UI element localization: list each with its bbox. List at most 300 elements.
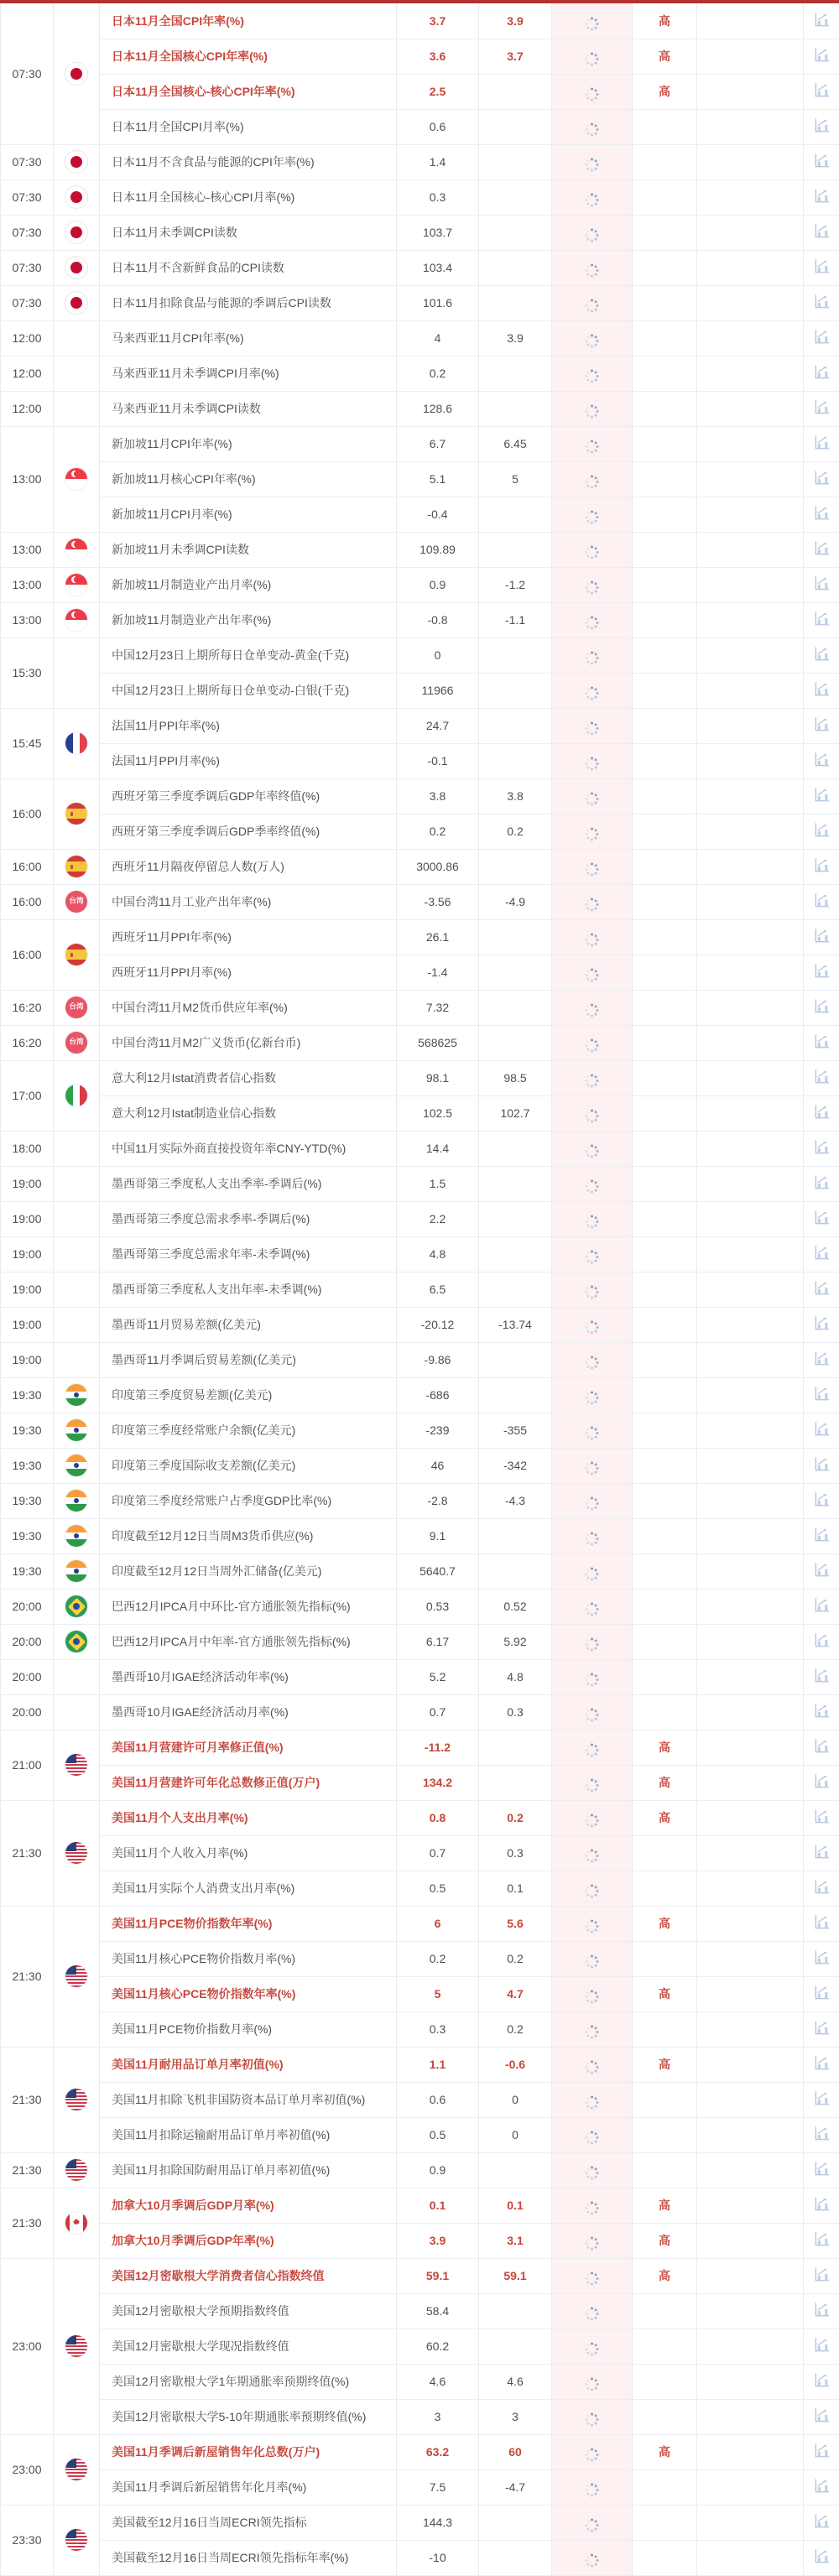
reminder-icon[interactable] bbox=[591, 690, 593, 695]
chart-icon[interactable] bbox=[813, 1385, 831, 1402]
reminder-icon[interactable] bbox=[591, 1923, 593, 1928]
chart-icon[interactable] bbox=[813, 1314, 831, 1332]
reminder-icon[interactable] bbox=[591, 444, 593, 448]
chart-icon[interactable] bbox=[813, 293, 831, 310]
spacer-cell bbox=[697, 2540, 804, 2575]
chart-icon[interactable] bbox=[813, 1843, 831, 1860]
reminder-icon[interactable] bbox=[591, 937, 593, 941]
chart-icon[interactable] bbox=[813, 1984, 831, 2001]
forecast-value: 6.45 bbox=[479, 426, 552, 461]
flag-cell bbox=[54, 1060, 100, 1131]
reminder-icon[interactable] bbox=[591, 197, 593, 201]
chart-cell bbox=[804, 708, 839, 743]
reminder-spinner-icon bbox=[591, 516, 593, 518]
reminder-icon[interactable] bbox=[591, 2346, 593, 2350]
reminder-spinner-icon bbox=[591, 2489, 593, 2491]
india-flag-icon bbox=[65, 1560, 87, 1582]
flag-cell bbox=[54, 1730, 100, 1800]
reminder-icon[interactable] bbox=[591, 761, 593, 765]
forecast-value bbox=[479, 2540, 552, 2575]
actual-value: 59.1 bbox=[397, 2258, 479, 2293]
japan-flag-icon bbox=[65, 221, 87, 243]
reminder-cell bbox=[552, 2329, 633, 2364]
indicator-name: 中国11月实际外商直接投资年率CNY-YTD(%) bbox=[100, 1131, 397, 1166]
reminder-icon[interactable] bbox=[591, 1324, 593, 1329]
table-row bbox=[1, 1518, 839, 1553]
chart-icon[interactable] bbox=[813, 469, 831, 487]
actual-value: 63.2 bbox=[397, 2434, 479, 2469]
reminder-icon[interactable] bbox=[591, 409, 593, 413]
chart-icon[interactable] bbox=[813, 2512, 831, 2530]
indicator-name: 新加坡11月CPI年率(%) bbox=[100, 426, 397, 461]
reminder-icon[interactable] bbox=[591, 232, 593, 237]
reminder-icon[interactable] bbox=[591, 2240, 593, 2245]
actual-value: 14.4 bbox=[397, 1131, 479, 1166]
reminder-icon[interactable] bbox=[591, 21, 593, 25]
forecast-value bbox=[479, 1765, 552, 1800]
chart-icon[interactable] bbox=[813, 1209, 831, 1226]
chart-icon[interactable] bbox=[813, 1455, 831, 1473]
chart-icon[interactable] bbox=[813, 1561, 831, 1579]
chart-icon[interactable] bbox=[813, 1913, 831, 1931]
calendar-table-body bbox=[1, 3, 839, 2575]
indicator-name: 美国11月耐用品订单月率初值(%) bbox=[100, 2047, 397, 2082]
forecast-value bbox=[479, 532, 552, 567]
reminder-cell bbox=[552, 1871, 633, 1906]
chart-icon[interactable] bbox=[813, 187, 831, 205]
reminder-spinner-icon bbox=[591, 1361, 593, 1364]
chart-icon[interactable] bbox=[813, 821, 831, 839]
actual-value: 3.6 bbox=[397, 39, 479, 74]
reminder-icon[interactable] bbox=[591, 1007, 593, 1012]
chart-icon[interactable] bbox=[813, 856, 831, 874]
forecast-value: 3.9 bbox=[479, 3, 552, 39]
table-row bbox=[1, 602, 839, 637]
importance-badge bbox=[633, 180, 697, 215]
reminder-icon[interactable] bbox=[591, 1536, 593, 1540]
importance-badge bbox=[633, 1060, 697, 1095]
importance-badge bbox=[633, 320, 697, 356]
chart-icon[interactable] bbox=[813, 152, 831, 169]
spacer-cell bbox=[697, 74, 804, 109]
time-cell: 15:30 bbox=[1, 637, 54, 708]
reminder-icon[interactable] bbox=[591, 127, 593, 131]
chart-icon[interactable] bbox=[813, 1526, 831, 1543]
chart-icon[interactable] bbox=[813, 1420, 831, 1438]
reminder-icon[interactable] bbox=[591, 268, 593, 272]
chart-icon[interactable] bbox=[813, 504, 831, 522]
chart-icon[interactable] bbox=[813, 117, 831, 134]
indicator-name: 美国11月扣除国防耐用品订单月率初值(%) bbox=[100, 2152, 397, 2188]
chart-icon[interactable] bbox=[813, 46, 831, 64]
reminder-icon[interactable] bbox=[591, 726, 593, 730]
reminder-cell bbox=[552, 2469, 633, 2505]
chart-icon[interactable] bbox=[813, 2195, 831, 2213]
actual-value: 0.3 bbox=[397, 2011, 479, 2047]
reminder-icon[interactable] bbox=[591, 1078, 593, 1082]
indicator-name: 马来西亚11月未季调CPI读数 bbox=[100, 391, 397, 426]
actual-value: 9.1 bbox=[397, 1518, 479, 1553]
time-cell: 23:00 bbox=[1, 2434, 54, 2505]
reminder-icon[interactable] bbox=[591, 1853, 593, 1857]
reminder-spinner-icon bbox=[591, 410, 593, 413]
chart-icon[interactable] bbox=[813, 363, 831, 381]
spacer-cell bbox=[697, 1624, 804, 1659]
table-row bbox=[1, 778, 839, 814]
reminder-spinner-icon bbox=[591, 586, 593, 589]
chart-icon[interactable] bbox=[813, 1350, 831, 1367]
reminder-icon[interactable] bbox=[591, 1360, 593, 1364]
chart-icon[interactable] bbox=[813, 2019, 831, 2037]
reminder-icon[interactable] bbox=[591, 1043, 593, 1047]
indicator-name: 美国11月个人支出月率(%) bbox=[100, 1800, 397, 1835]
importance-badge bbox=[633, 391, 697, 426]
reminder-icon[interactable] bbox=[591, 162, 593, 166]
chart-icon[interactable] bbox=[813, 328, 831, 346]
table-row bbox=[1, 2364, 839, 2399]
actual-value: 6.7 bbox=[397, 426, 479, 461]
indicator-name: 西班牙11月隔夜停留总人数(万人) bbox=[100, 849, 397, 884]
reminder-spinner-icon bbox=[591, 93, 593, 96]
chart-icon[interactable] bbox=[813, 1138, 831, 1156]
flag-cell bbox=[54, 2047, 100, 2152]
reminder-icon[interactable] bbox=[591, 585, 593, 589]
reminder-icon[interactable] bbox=[591, 1818, 593, 1822]
forecast-value: 59.1 bbox=[479, 2258, 552, 2293]
indicator-name: 日本11月全国核心-核心CPI月率(%) bbox=[100, 180, 397, 215]
reminder-icon[interactable] bbox=[591, 1606, 593, 1611]
forecast-value bbox=[479, 2293, 552, 2329]
importance-badge bbox=[633, 1624, 697, 1659]
actual-value: 7.32 bbox=[397, 990, 479, 1025]
reminder-icon[interactable] bbox=[591, 1888, 593, 1892]
reminder-icon[interactable] bbox=[591, 831, 593, 835]
chart-icon[interactable] bbox=[813, 2371, 831, 2389]
indicator-name: 新加坡11月未季调CPI读数 bbox=[100, 532, 397, 567]
importance-badge bbox=[633, 1448, 697, 1483]
reminder-spinner-icon bbox=[591, 128, 593, 131]
reminder-icon[interactable] bbox=[591, 1395, 593, 1399]
table-row bbox=[1, 1272, 839, 1307]
chart-icon[interactable] bbox=[813, 2442, 831, 2459]
table-row bbox=[1, 955, 839, 990]
flag-cell bbox=[54, 356, 100, 391]
reminder-icon[interactable] bbox=[591, 479, 593, 483]
chart-icon[interactable] bbox=[813, 2230, 831, 2248]
importance-badge bbox=[633, 990, 697, 1025]
chart-icon[interactable] bbox=[813, 645, 831, 663]
actual-value: -0.1 bbox=[397, 743, 479, 778]
flag-cell bbox=[54, 144, 100, 180]
time-cell: 21:30 bbox=[1, 2152, 54, 2188]
spacer-cell bbox=[697, 1589, 804, 1624]
table-row bbox=[1, 180, 839, 215]
reminder-icon[interactable] bbox=[591, 2170, 593, 2174]
reminder-spinner-icon bbox=[591, 1115, 593, 1117]
actual-value: 6.5 bbox=[397, 1272, 479, 1307]
importance-badge bbox=[633, 708, 697, 743]
indicator-name: 墨西哥10月IGAE经济活动月率(%) bbox=[100, 1694, 397, 1730]
chart-icon[interactable] bbox=[813, 2266, 831, 2283]
chart-icon[interactable] bbox=[813, 1808, 831, 1825]
reminder-icon[interactable] bbox=[591, 620, 593, 624]
reminder-icon[interactable] bbox=[591, 1113, 593, 1117]
chart-icon[interactable] bbox=[813, 1103, 831, 1121]
reminder-spinner-icon bbox=[591, 2277, 593, 2280]
forecast-value bbox=[479, 743, 552, 778]
reminder-icon[interactable] bbox=[591, 1994, 593, 1998]
chart-icon[interactable] bbox=[813, 610, 831, 627]
importance-badge bbox=[633, 884, 697, 919]
forecast-value: 0.52 bbox=[479, 1589, 552, 1624]
forecast-value bbox=[479, 849, 552, 884]
chart-icon[interactable] bbox=[813, 927, 831, 945]
indicator-name: 新加坡11月制造业产出月率(%) bbox=[100, 567, 397, 602]
chart-icon[interactable] bbox=[813, 716, 831, 733]
chart-cell bbox=[804, 673, 839, 708]
taiwan-flag-icon: 台湾 bbox=[65, 1032, 87, 1054]
reminder-spinner-icon bbox=[591, 1960, 593, 1963]
reminder-icon[interactable] bbox=[591, 1289, 593, 1293]
table-row bbox=[1, 1694, 839, 1730]
spacer-cell bbox=[697, 1835, 804, 1871]
reminder-icon[interactable] bbox=[591, 1571, 593, 1575]
actual-value: 4 bbox=[397, 320, 479, 356]
reminder-icon[interactable] bbox=[591, 2205, 593, 2209]
table-row bbox=[1, 2329, 839, 2364]
chart-icon[interactable] bbox=[813, 680, 831, 698]
chart-icon[interactable] bbox=[813, 1772, 831, 1790]
reminder-icon[interactable] bbox=[591, 2558, 593, 2562]
spacer-cell bbox=[697, 1377, 804, 1413]
reminder-icon[interactable] bbox=[591, 972, 593, 976]
reminder-spinner-icon bbox=[591, 2101, 593, 2104]
table-row bbox=[1, 1624, 839, 1659]
chart-icon[interactable] bbox=[813, 1949, 831, 1966]
forecast-value bbox=[479, 2505, 552, 2540]
table-row bbox=[1, 74, 839, 109]
reminder-icon[interactable] bbox=[591, 1254, 593, 1258]
chart-icon[interactable] bbox=[813, 258, 831, 275]
reminder-cell bbox=[552, 884, 633, 919]
chart-icon[interactable] bbox=[813, 1033, 831, 1050]
table-row bbox=[1, 1131, 839, 1166]
reminder-icon[interactable] bbox=[591, 1677, 593, 1681]
chart-icon[interactable] bbox=[813, 2160, 831, 2178]
reminder-icon[interactable] bbox=[591, 549, 593, 554]
reminder-icon[interactable] bbox=[591, 2276, 593, 2280]
reminder-cell bbox=[552, 250, 633, 285]
actual-value: 5.1 bbox=[397, 461, 479, 497]
chart-icon[interactable] bbox=[813, 1737, 831, 1755]
reminder-spinner-icon bbox=[591, 2207, 593, 2209]
reminder-icon[interactable] bbox=[591, 1501, 593, 1505]
time-cell: 19:00 bbox=[1, 1272, 54, 1307]
chart-icon[interactable] bbox=[813, 1068, 831, 1085]
table-row bbox=[1, 708, 839, 743]
chart-icon[interactable] bbox=[813, 2125, 831, 2142]
chart-icon[interactable] bbox=[813, 1244, 831, 1262]
chart-icon[interactable] bbox=[813, 1702, 831, 1720]
forecast-value: -342 bbox=[479, 1448, 552, 1483]
table-row bbox=[1, 461, 839, 497]
chart-icon[interactable] bbox=[813, 1491, 831, 1508]
time-cell: 17:00 bbox=[1, 1060, 54, 1131]
reminder-cell bbox=[552, 2364, 633, 2399]
importance-badge: 高 bbox=[633, 74, 697, 109]
reminder-icon[interactable] bbox=[591, 338, 593, 342]
chart-icon[interactable] bbox=[813, 2407, 831, 2424]
chart-icon[interactable] bbox=[813, 1878, 831, 1896]
spacer-cell bbox=[697, 2082, 804, 2117]
spacer-cell bbox=[697, 2293, 804, 2329]
chart-icon[interactable] bbox=[813, 81, 831, 99]
reminder-icon[interactable] bbox=[591, 91, 593, 96]
chart-icon[interactable] bbox=[813, 2336, 831, 2354]
importance-badge bbox=[633, 1518, 697, 1553]
chart-icon[interactable] bbox=[813, 2477, 831, 2495]
reminder-icon[interactable] bbox=[591, 2135, 593, 2139]
spacer-cell bbox=[697, 1307, 804, 1342]
chart-icon[interactable] bbox=[813, 1596, 831, 1614]
reminder-icon[interactable] bbox=[591, 514, 593, 518]
chart-icon[interactable] bbox=[813, 2054, 831, 2072]
reminder-icon[interactable] bbox=[591, 2452, 593, 2456]
reminder-cell bbox=[552, 2540, 633, 2575]
flag-cell bbox=[54, 2152, 100, 2188]
chart-icon[interactable] bbox=[813, 575, 831, 592]
reminder-icon[interactable] bbox=[591, 1712, 593, 1716]
table-row bbox=[1, 1413, 839, 1448]
reminder-icon[interactable] bbox=[591, 2381, 593, 2386]
forecast-value: 5 bbox=[479, 461, 552, 497]
reminder-cell bbox=[552, 1941, 633, 1976]
actual-value: 24.7 bbox=[397, 708, 479, 743]
reminder-cell bbox=[552, 1448, 633, 1483]
spacer-cell bbox=[697, 180, 804, 215]
reminder-icon[interactable] bbox=[591, 1465, 593, 1470]
flag-cell bbox=[54, 2505, 100, 2575]
table-row bbox=[1, 743, 839, 778]
reminder-icon[interactable] bbox=[591, 1642, 593, 1646]
reminder-icon[interactable] bbox=[591, 2522, 593, 2527]
indicator-name: 法国11月PPI年率(%) bbox=[100, 708, 397, 743]
indicator-name: 日本11月不含新鲜食品的CPI读数 bbox=[100, 250, 397, 285]
reminder-icon[interactable] bbox=[591, 1148, 593, 1153]
reminder-icon[interactable] bbox=[591, 373, 593, 377]
reminder-icon[interactable] bbox=[591, 1782, 593, 1787]
reminder-icon[interactable] bbox=[591, 2029, 593, 2033]
chart-icon[interactable] bbox=[813, 1667, 831, 1684]
chart-icon[interactable] bbox=[813, 962, 831, 980]
reminder-icon[interactable] bbox=[591, 796, 593, 800]
chart-icon[interactable] bbox=[813, 222, 831, 240]
reminder-icon[interactable] bbox=[591, 1430, 593, 1434]
chart-cell bbox=[804, 426, 839, 461]
reminder-icon[interactable] bbox=[591, 2487, 593, 2491]
reminder-cell bbox=[552, 320, 633, 356]
table-row bbox=[1, 1941, 839, 1976]
chart-cell bbox=[804, 2223, 839, 2258]
reminder-icon[interactable] bbox=[591, 1184, 593, 1188]
chart-icon[interactable] bbox=[813, 997, 831, 1015]
chart-icon[interactable] bbox=[813, 786, 831, 804]
reminder-spinner-icon bbox=[591, 1432, 593, 1434]
reminder-icon[interactable] bbox=[591, 303, 593, 307]
spacer-cell bbox=[697, 1413, 804, 1448]
importance-badge: 高 bbox=[633, 39, 697, 74]
flag-cell bbox=[54, 250, 100, 285]
chart-cell bbox=[804, 3, 839, 39]
chart-cell bbox=[804, 2011, 839, 2047]
reminder-cell bbox=[552, 1553, 633, 1589]
indicator-name: 巴西12月IPCA月中年率-官方通胀领先指标(%) bbox=[100, 1624, 397, 1659]
reminder-icon[interactable] bbox=[591, 2417, 593, 2421]
chart-icon[interactable] bbox=[813, 2301, 831, 2318]
chart-icon[interactable] bbox=[813, 892, 831, 909]
forecast-value: 5.92 bbox=[479, 1624, 552, 1659]
forecast-value: 3.9 bbox=[479, 320, 552, 356]
chart-icon[interactable] bbox=[813, 1631, 831, 1649]
reminder-spinner-icon bbox=[591, 1608, 593, 1611]
time-cell: 07:30 bbox=[1, 215, 54, 250]
importance-badge bbox=[633, 1166, 697, 1201]
reminder-icon[interactable] bbox=[591, 1219, 593, 1223]
japan-flag-icon bbox=[65, 257, 87, 278]
spacer-cell bbox=[697, 708, 804, 743]
reminder-spinner-icon bbox=[591, 1150, 593, 1153]
chart-icon[interactable] bbox=[813, 751, 831, 768]
reminder-icon[interactable] bbox=[591, 2064, 593, 2069]
reminder-cell bbox=[552, 497, 633, 532]
actual-value: -20.12 bbox=[397, 1307, 479, 1342]
chart-icon[interactable] bbox=[813, 539, 831, 557]
flag-cell bbox=[54, 884, 100, 919]
time-cell: 23:30 bbox=[1, 2505, 54, 2575]
chart-icon[interactable] bbox=[813, 434, 831, 451]
forecast-value: 4.7 bbox=[479, 1976, 552, 2011]
chart-icon[interactable] bbox=[813, 1279, 831, 1297]
chart-icon[interactable] bbox=[813, 398, 831, 416]
reminder-icon[interactable] bbox=[591, 2100, 593, 2104]
reminder-icon[interactable] bbox=[591, 655, 593, 659]
reminder-cell bbox=[552, 673, 633, 708]
indicator-name: 日本11月全国核心CPI年率(%) bbox=[100, 39, 397, 74]
reminder-spinner-icon bbox=[591, 1256, 593, 1258]
reminder-icon[interactable] bbox=[591, 902, 593, 906]
reminder-icon[interactable] bbox=[591, 866, 593, 871]
spacer-cell bbox=[697, 2223, 804, 2258]
actual-value: -3.56 bbox=[397, 884, 479, 919]
taiwan-flag-icon: 台湾 bbox=[65, 891, 87, 913]
chart-cell bbox=[804, 532, 839, 567]
indicator-name: 美国11月扣除飞机非国防资本品订单月率初值(%) bbox=[100, 2082, 397, 2117]
reminder-icon[interactable] bbox=[591, 1747, 593, 1751]
importance-badge bbox=[633, 1589, 697, 1624]
chart-icon[interactable] bbox=[813, 2547, 831, 2565]
reminder-icon[interactable] bbox=[591, 2311, 593, 2315]
reminder-cell bbox=[552, 602, 633, 637]
reminder-cell bbox=[552, 1483, 633, 1518]
reminder-icon[interactable] bbox=[591, 1959, 593, 1963]
reminder-icon[interactable] bbox=[591, 56, 593, 60]
importance-badge bbox=[633, 426, 697, 461]
chart-icon[interactable] bbox=[813, 11, 831, 29]
chart-icon[interactable] bbox=[813, 2089, 831, 2107]
spacer-cell bbox=[697, 3, 804, 39]
importance-badge bbox=[633, 955, 697, 990]
chart-icon[interactable] bbox=[813, 1174, 831, 1191]
